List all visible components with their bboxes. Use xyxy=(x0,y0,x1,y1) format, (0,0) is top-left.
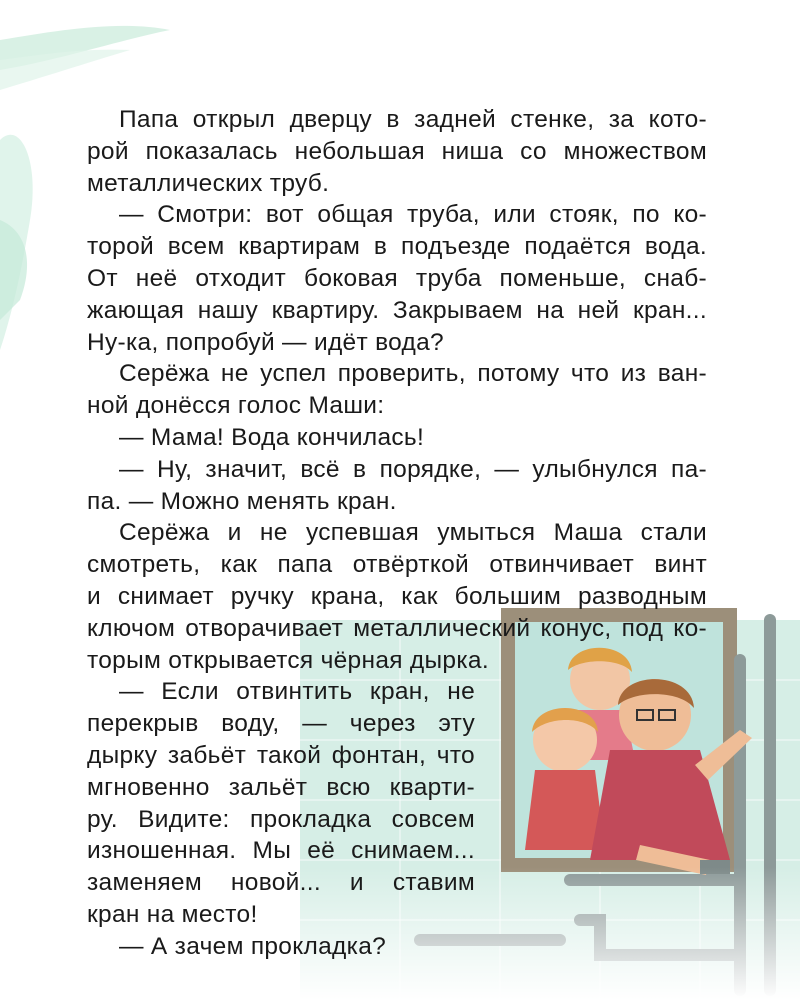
text-line: ру. Видите: прокладка совсем xyxy=(87,805,475,833)
paragraph-8 xyxy=(87,931,475,963)
text-line: Ну-ка, попробуй — идёт вода? xyxy=(87,328,444,356)
paragraph-4 xyxy=(87,422,707,454)
text-line: па. — Можно менять кран. xyxy=(87,487,397,515)
text-line: смотреть, как папа отвёрткой отвинчивает винт xyxy=(87,551,707,579)
text-line: торой всем квартирам в подъезде подаётся вода. xyxy=(87,233,707,261)
text-line: рой показалась небольшая ниша со множеством xyxy=(87,137,707,165)
text-line: — Если отвинтить кран, не xyxy=(119,678,475,706)
text-line: — Мама! Вода кончилась! xyxy=(119,423,425,451)
text-line: торым открывается чёрная дырка. xyxy=(87,646,489,674)
paragraph-2 xyxy=(87,199,707,358)
text-line: ключом отворачивает металлический конус, под ко- xyxy=(87,614,707,642)
text-line: перекрыв воду, — через эту xyxy=(87,710,475,738)
text-line: От неё отходит боковая труба поменьше, снаб- xyxy=(87,264,707,292)
text-line: Папа открыл дверцу в задней стенке, за кото- xyxy=(119,106,707,133)
text-line: изношенная. Мы её снимаем... xyxy=(87,837,475,865)
paragraph-7 xyxy=(87,676,475,930)
text-line: Серёжа не успел проверить, потому что из ван- xyxy=(119,360,707,388)
text-line: — А зачем прокладка? xyxy=(119,932,387,960)
paragraph-6 xyxy=(87,517,707,676)
paragraph-5 xyxy=(87,454,707,518)
text-line: дырку забьёт такой фонтан, что xyxy=(87,741,475,769)
text-line: Серёжа и не успевшая умыться Маша стали xyxy=(119,519,707,547)
text-line: ной донёсся голос Маши: xyxy=(87,392,385,420)
watercolor-wash-left xyxy=(0,20,70,400)
paragraph-1 xyxy=(87,104,707,199)
text-line: — Смотри: вот общая труба, или стояк, по ко- xyxy=(119,201,707,229)
text-line: металлических труб. xyxy=(87,169,330,197)
story-text xyxy=(87,104,707,963)
text-line: и снимает ручку крана, как большим разводным xyxy=(87,582,707,610)
paragraph-3 xyxy=(87,358,707,422)
watercolor-wash-top xyxy=(0,0,800,110)
text-line: заменяем новой... и ставим xyxy=(87,869,475,897)
text-line: кран на место! xyxy=(87,900,258,928)
text-line: — Ну, значит, всё в порядке, — улыбнулся па- xyxy=(119,455,707,483)
text-line: жающая нашу квартиру. Закрываем на ней кран... xyxy=(87,296,707,324)
text-line: мгновенно зальёт всю кварти- xyxy=(87,773,475,801)
